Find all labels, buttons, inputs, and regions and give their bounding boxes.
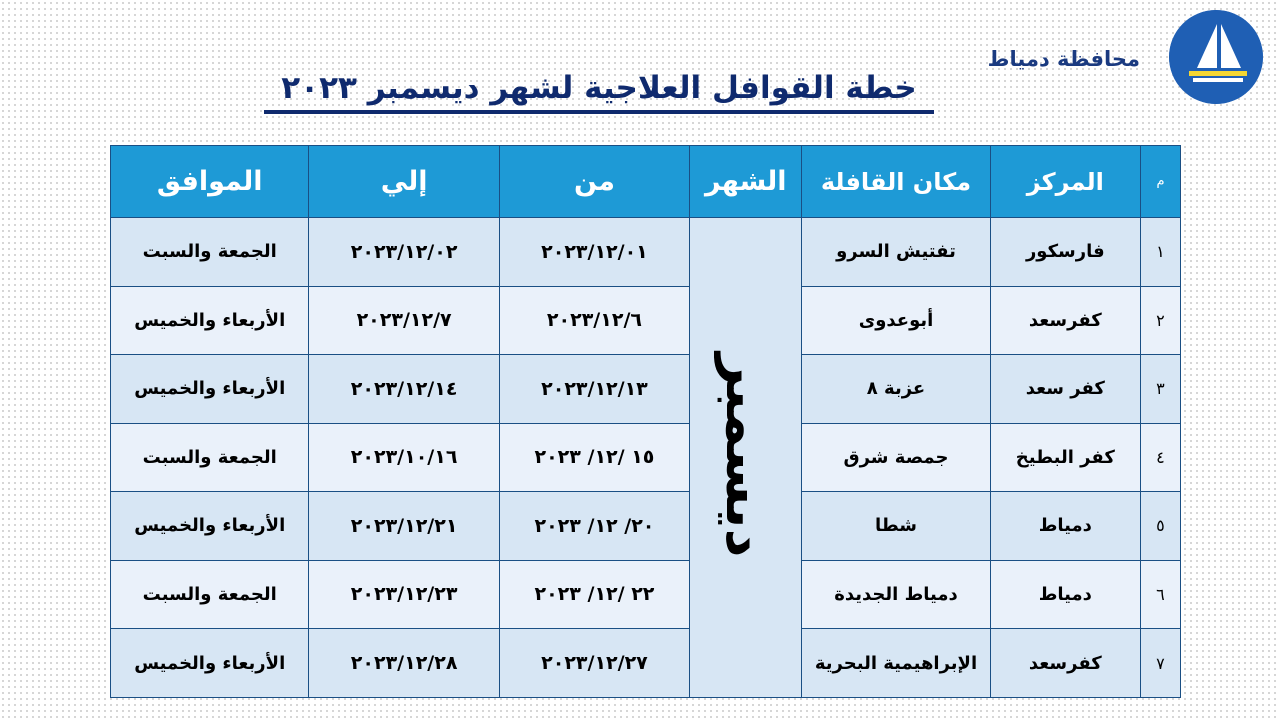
header-month: الشهر: [690, 146, 802, 218]
row-to: ٢٠٢٣/١٢/١٤: [309, 355, 499, 424]
row-to: ٢٠٢٣/١٠/١٦: [309, 423, 499, 492]
header-from: من: [499, 146, 689, 218]
header-to: إلي: [309, 146, 499, 218]
row-place: أبوعدوى: [802, 286, 990, 355]
row-center: كفرسعد: [990, 629, 1140, 698]
row-days: الأربعاء والخميس: [111, 355, 309, 424]
row-center: دمياط: [990, 560, 1140, 629]
row-from: ٢٠/ ١٢/ ٢٠٢٣: [499, 492, 689, 561]
row-to: ٢٠٢٣/١٢/٧: [309, 286, 499, 355]
governorate-name: محافظة دمياط: [987, 47, 1140, 71]
governorate-logo: [1169, 10, 1263, 104]
row-from: ٢٠٢٣/١٢/٢٧: [499, 629, 689, 698]
table-row: [111, 355, 1181, 424]
row-num: ١: [1140, 218, 1180, 287]
row-num: ٧: [1140, 629, 1180, 698]
row-place: دمياط الجديدة: [802, 560, 990, 629]
row-num: ٤: [1140, 423, 1180, 492]
header-center: المركز: [990, 146, 1140, 218]
header-days: الموافق: [111, 146, 309, 218]
row-from: ٢٢ /١٢/ ٢٠٢٣: [499, 560, 689, 629]
table-row: [111, 560, 1181, 629]
row-place: تفتيش السرو: [802, 218, 990, 287]
table-row: [111, 218, 1181, 287]
row-center: كفر سعد: [990, 355, 1140, 424]
table-row: [111, 492, 1181, 561]
row-days: الجمعة والسبت: [111, 218, 309, 287]
row-place: شطا: [802, 492, 990, 561]
row-from: ٢٠٢٣/١٢/٠١: [499, 218, 689, 287]
row-days: الأربعاء والخميس: [111, 492, 309, 561]
row-center: كفرسعد: [990, 286, 1140, 355]
table-header-row: [111, 146, 1181, 218]
sailboat-logo-icon: [1169, 10, 1263, 104]
month-cell: [690, 218, 802, 698]
header-place: مكان القافلة: [802, 146, 990, 218]
row-from: ٢٠٢٣/١٢/١٣: [499, 355, 689, 424]
row-place: الإبراهيمية البحرية: [802, 629, 990, 698]
row-num: ٢: [1140, 286, 1180, 355]
row-to: ٢٠٢٣/١٢/٢٨: [309, 629, 499, 698]
table-row: [111, 286, 1181, 355]
row-days: الأربعاء والخميس: [111, 286, 309, 355]
row-to: ٢٠٢٣/١٢/٢٣: [309, 560, 499, 629]
caravan-schedule-table: [110, 145, 1181, 698]
table-row: [111, 423, 1181, 492]
row-place: عزبة ٨: [802, 355, 990, 424]
row-days: الأربعاء والخميس: [111, 629, 309, 698]
row-num: ٥: [1140, 492, 1180, 561]
header-num: م: [1140, 146, 1180, 218]
row-days: الجمعة والسبت: [111, 560, 309, 629]
row-place: جمصة شرق: [802, 423, 990, 492]
row-center: كفر البطيخ: [990, 423, 1140, 492]
row-from: ٢٠٢٣/١٢/٦: [499, 286, 689, 355]
row-center: فارسكور: [990, 218, 1140, 287]
row-num: ٣: [1140, 355, 1180, 424]
page-title: خطة القوافل العلاجية لشهر ديسمبر ٢٠٢٣: [264, 70, 934, 114]
row-days: الجمعة والسبت: [111, 423, 309, 492]
row-to: ٢٠٢٣/١٢/٠٢: [309, 218, 499, 287]
row-num: ٦: [1140, 560, 1180, 629]
month-value: ديسمبر: [714, 352, 778, 558]
table-row: [111, 629, 1181, 698]
row-center: دمياط: [990, 492, 1140, 561]
row-from: ١٥ /١٢/ ٢٠٢٣: [499, 423, 689, 492]
row-to: ٢٠٢٣/١٢/٢١: [309, 492, 499, 561]
